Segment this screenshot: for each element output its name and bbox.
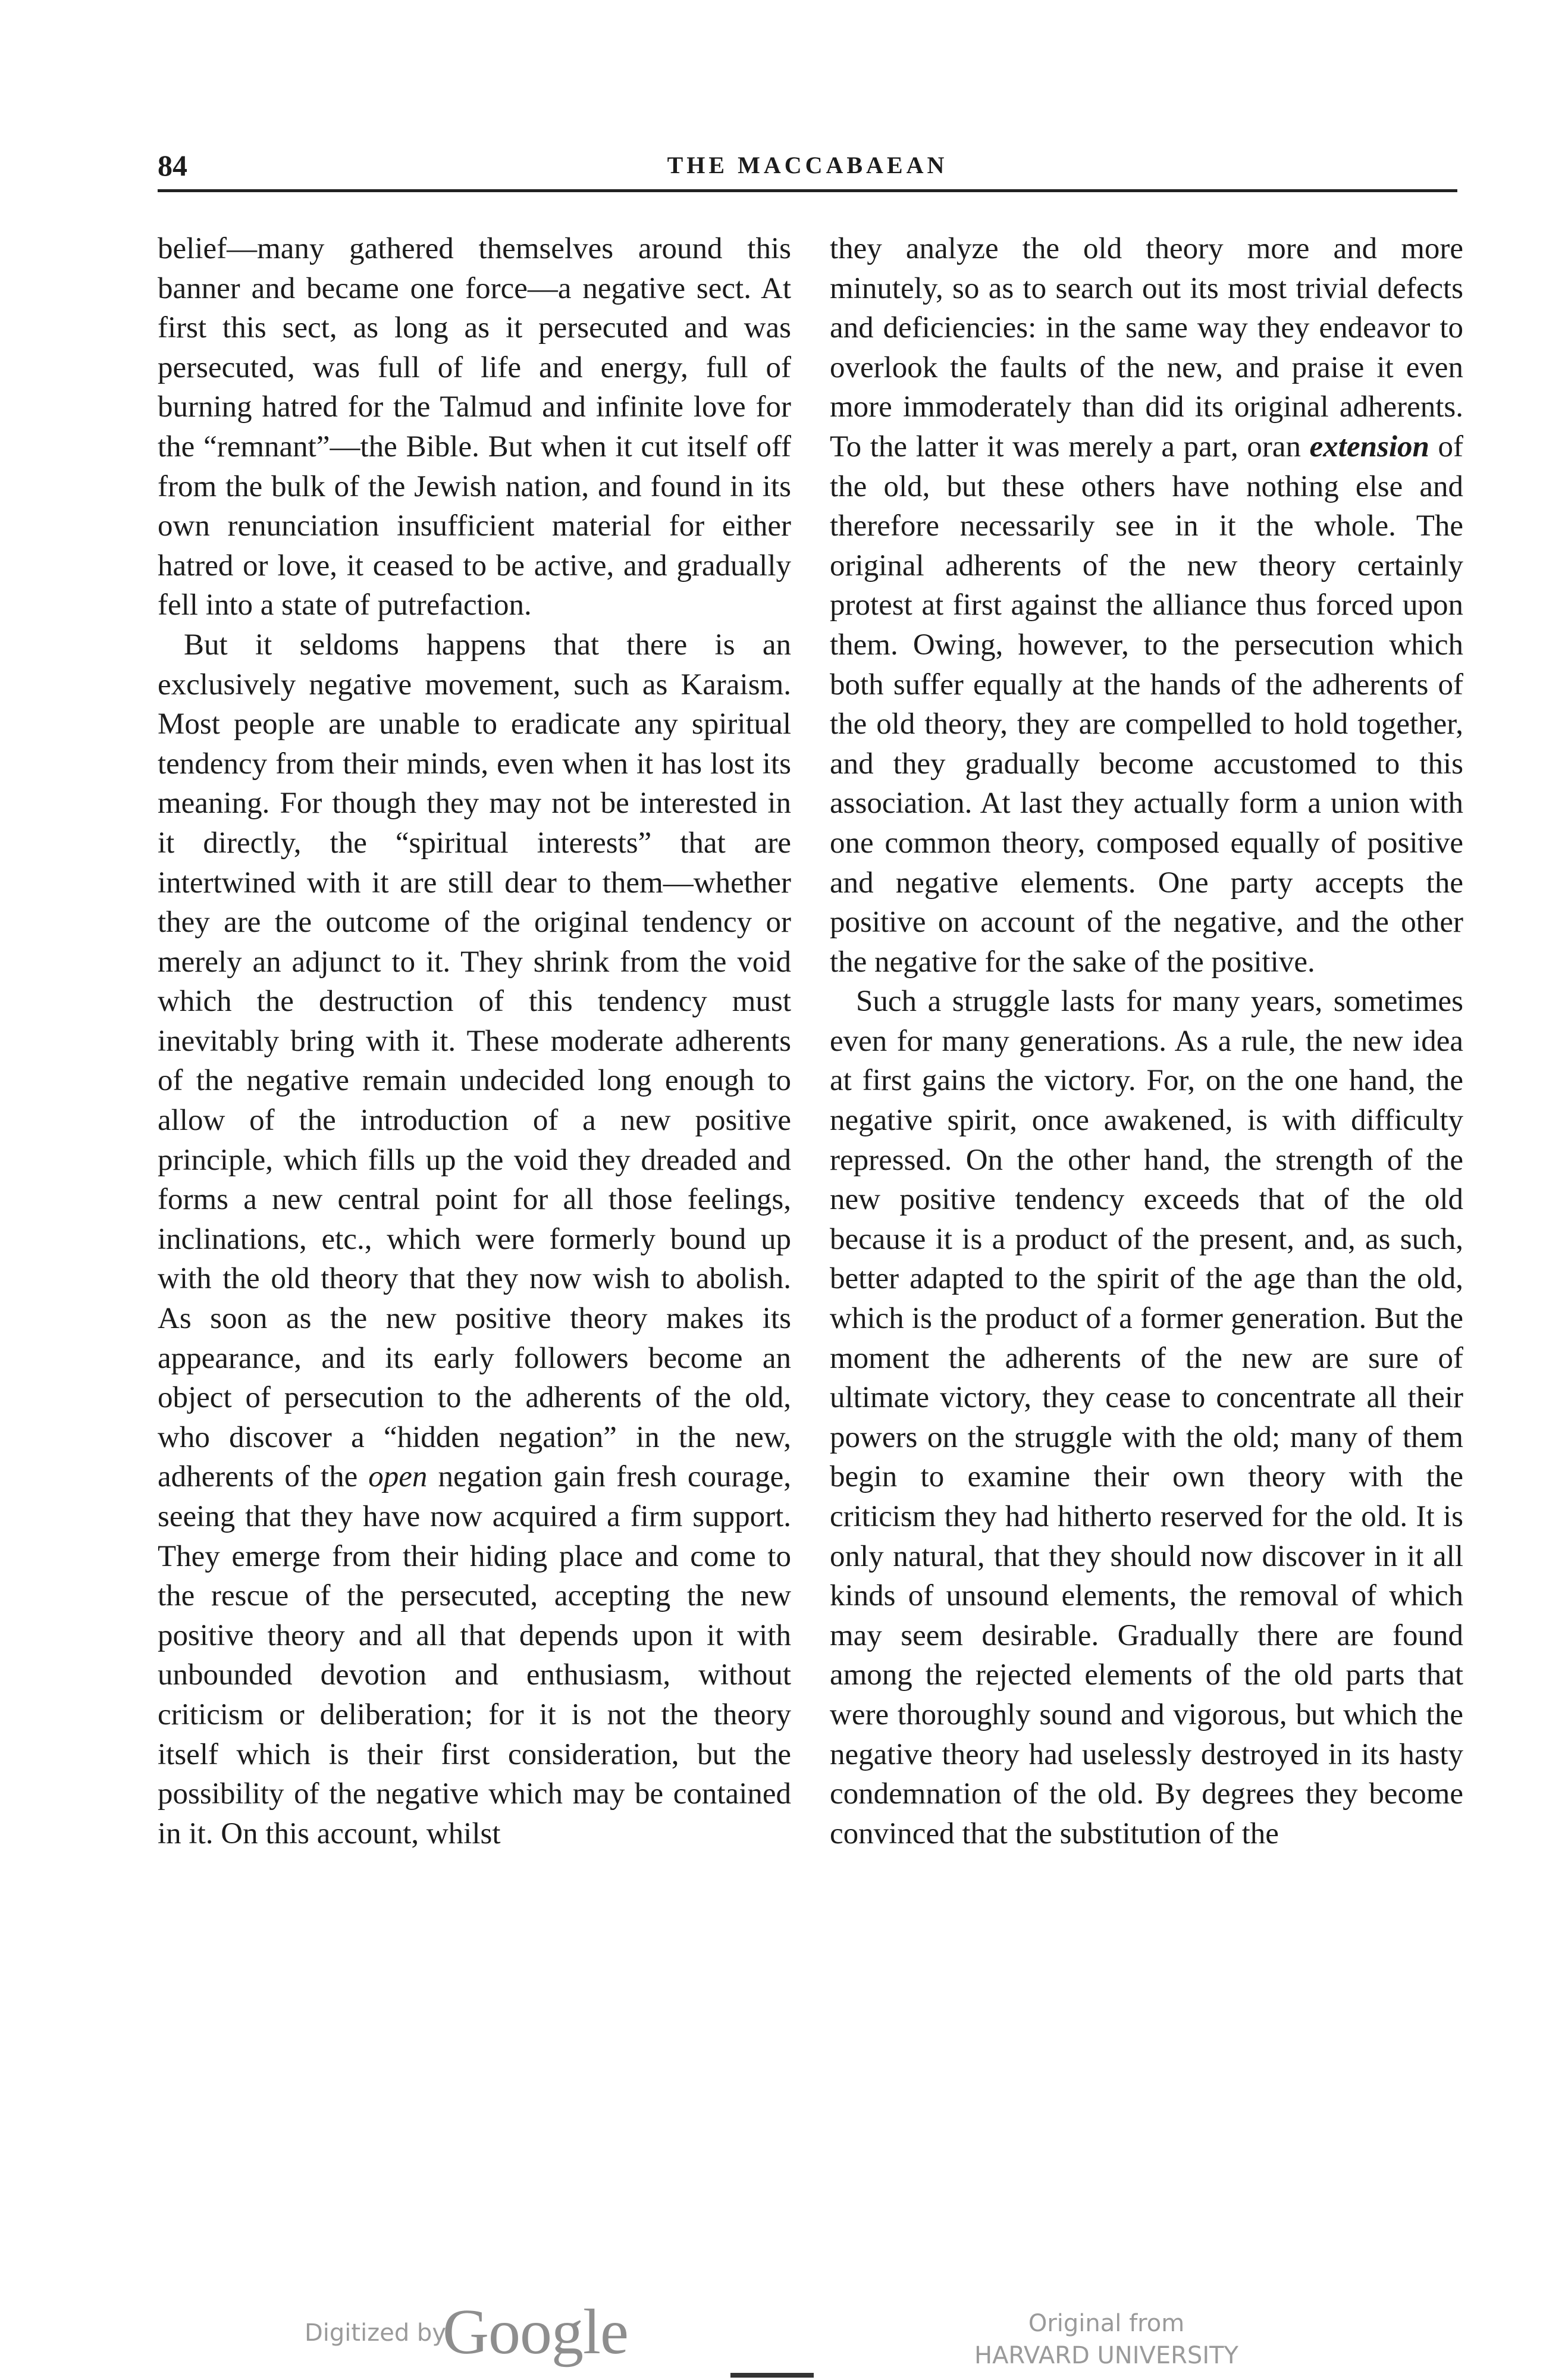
paragraph-text: But it seldoms happens that there is an exclusively negative movement, such as Karaism. Most people are unable to eradicate any spiritual tendency from their minds, even when it has lost its meaning. For though they may not be interested in it directly, the “spiritual interests” that are intertwined with it are still dear to them—whether they are the outcome of the original tendency or merely an adjunct to it. They shrink from the void which the destruction of this tendency must inevitably bring with it. These moderate adherents of the negative remain undecided long enough to allow of the introduction of a new positive principle, which fills up the void they dreaded and forms a new central point for all those feelings, inclinations, etc., which were formerly bound up with the old theory that they now wish to abolish. As soon as the new positive theory makes its appearance, and its early followers become an object of persecution to the adherents of the old, who discover a “hidden negation” in the new, adherents of the [158,628,791,1494]
header-rule [158,189,1457,192]
running-title: THE MACCABAEAN [667,152,948,178]
paragraph-text: of the old, but these others have nothing else and therefore necessarily see in it the whole. The original adherents of the new theory certainly protest at first against the alliance thus forced upon them. Owing, however, to the persecution which both suffer equally at the hands of the adherents of the old theory, they are compelled to hold together, and they gradually become accustomed to this association. At last they actually form a union with one common theory, composed equally of positive and negative elements. One party accepts the positive on account of the negative, and the other the negative for the sake of the positive. [830,430,1464,979]
page-header [158,148,1457,183]
institution-label: HARVARD UNIVERSITY [974,2342,1238,2369]
original-from-watermark [952,2307,1261,2372]
italic-word: open [368,1460,428,1494]
left-column [158,229,791,1853]
page-number: 84 [158,149,187,182]
page-edge-mark [730,2373,814,2378]
paragraph [830,229,1463,982]
italic-word: extension [1309,430,1429,464]
digitized-by-label: Digitized by [305,2319,446,2347]
paragraph: belief—many gathered themselves around this banner and became one force—a negative sect. At first this sect, as long as it persecuted and was persecuted, was full of life and energy, full of burning hatred for the Talmud and infinite love for the “remnant”—the Bible. But when it cut itself off from the bulk of the Jewish nation, and found in its own renunciation insufficient material for either hatred or love, it ceased to be active, and gradually fell into a state of putrefaction. [158,232,791,622]
paragraph [158,625,791,1853]
original-from-label: Original from [1028,2310,1185,2337]
paragraph: Such a struggle lasts for many years, sometimes even for many generations. As a rule, the new idea at first gains the victory. For, on the one hand, the negative spirit, once awakened, is with difficulty repressed. On the other hand, the strength of the new positive tendency exceeds that of the old because it is a product of the present, and, as such, better adapted to the spirit of the age than the old, which is the product of a former generation. But the moment the adherents of the new are sure of ultimate victory, they cease to concentrate all their powers on the struggle with the old; many of them begin to examine their own theory with the criticism they had hitherto reserved for the old. It is only natural, that they should now discover in it all kinds of unsound elements, the removal of which may seem desirable. Gradually there are found among the rejected elements of the old parts that were thoroughly sound and vigorous, but which the negative theory had uselessly destroyed in its hasty condemnation of the old. By degrees they become convinced that the substitution of the [830,985,1463,1850]
paragraph-text: negation gain fresh courage, seeing that they have now acquired a firm support. They emerge from their hiding place and come to the rescue of the persecuted, accepting the new positive theory and all that depends upon it with unbounded devotion and enthusiasm, without criticism or deliberation; for it is not the theory itself which is their first consideration, but the possibility of the negative which may be contained in it. On this account, whilst [158,1460,792,1850]
google-logo: Google [443,2297,628,2368]
right-column [830,229,1463,1853]
paragraph-text: they analyze the old theory more and more minutely, so as to search out its most trivial defects and deficiencies: in the same way they endeavor to overlook the faults of the new, and praise it even more immoderately than did its original adherents. To the latter it was merely a part, oran [830,232,1463,464]
